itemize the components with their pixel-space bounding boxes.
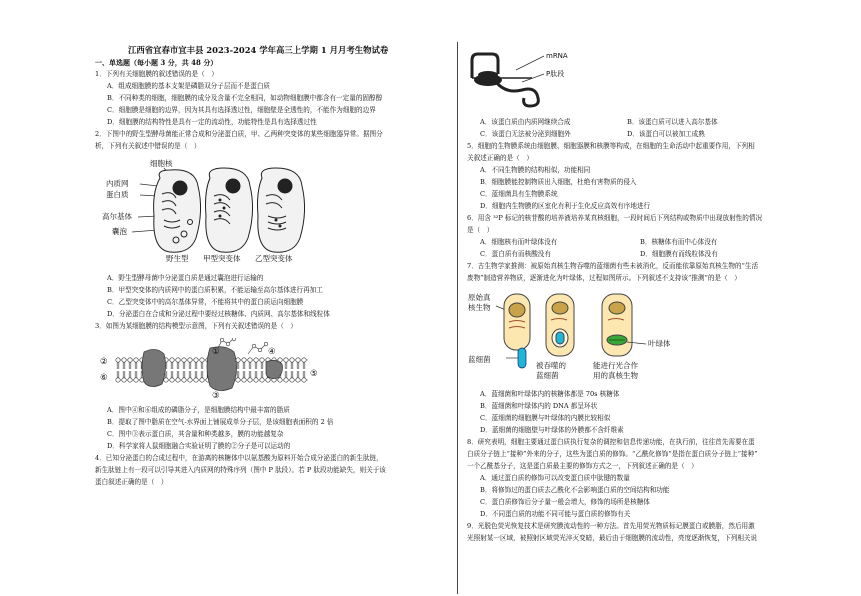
phospholipid-head [284,358,288,362]
phospholipid-tail [171,362,173,369]
q5-option-d: D．细胞内生物膜的区室化有利于生化反应高效有序地进行 [480,202,651,210]
phospholipid-tail [189,371,191,378]
marker-5: ⑤ [310,369,318,379]
phospholipid-head [182,358,186,362]
phospholipid-head [266,378,270,382]
q2-option-b: B．甲型突变体的内质网中的蛋白质积累，不能运输至高尔基体进行再加工 [107,286,323,294]
q9-stem-1: 9．光脱色荧光恢复技术是研究膜流动性的一种方法。首先用荧光物质标记膜蛋白或膜脂，然后用激 [467,522,755,530]
label-p-peptide: P肽段 [546,70,565,78]
phospholipid-tail [243,371,245,378]
phospholipid-head [182,378,186,382]
phospholipid-head [176,378,180,382]
q1-stem: 1．下列有关细胞膜的叙述错误的是（ ） [95,70,218,78]
q2-option-c: C．乙型突变体中的高尔基体异常，不能将其中的蛋白质运向细胞膜 [107,298,304,306]
phospholipid-tail [261,371,263,378]
phospholipid-tail [129,362,131,369]
phospholipid-tail [237,371,239,378]
q4-option-d: D．该蛋白可以被加工成熟 [627,130,705,138]
q6-stem-2: 是（ ） [467,226,494,234]
q4-option-a: A．该蛋白质由内质网继续合成 [480,118,571,126]
phospholipid-head [248,358,252,362]
q1-option-c: C．细胞膜是细胞的边界，因为其具有选择透过性，细胞壁是全透性的，不能作为细胞的边界 [107,106,376,114]
phospholipid-head [260,378,264,382]
q6-option-a: A．细胞核有而叶绿体没有 [480,238,558,246]
q3-option-a: A．图中④和⑥组成的磷脂分子，是细胞膜结构中最丰富的脂质 [107,406,290,414]
caption-wild-type: 野生型 [166,254,189,263]
marker-6: ⑥ [100,373,108,383]
phospholipid-head [116,358,120,362]
phospholipid-head [302,378,306,382]
phospholipid-head [170,378,174,382]
phospholipid-tail [195,371,197,378]
cell-type-b-mutant [258,168,305,252]
q1-option-d: D．细胞膜的结构特性是具有一定的流动性，功能特性是具有选择透过性 [107,118,317,126]
marker-4: ④ [268,347,276,357]
phospholipid-head [122,358,126,362]
phospholipid-tail [201,371,203,378]
phospholipid-head [164,378,168,382]
phospholipid-tail [297,371,299,378]
q6-option-b: B．核糖体有而中心体没有 [640,238,718,246]
cell-type-a-mutant [206,168,253,252]
cell-engulfing [546,294,574,356]
label-engulfed-2: 蓝细菌 [536,371,559,380]
q6-option-c: C．蛋白质有而核酸没有 [480,250,551,258]
q3-stem: 3．如图为某细胞膜的结构模型示意图，下列有关叙述错误的是（ ） [95,322,298,330]
label-photosynthetic-1: 能进行光合作 [593,361,638,370]
phospholipid-tail [183,371,185,378]
phospholipid-head [122,378,126,382]
phospholipid-tail [291,362,293,369]
cell-wild-type [154,170,201,252]
phospholipid-head [254,358,258,362]
phospholipid-head [236,378,240,382]
phospholipid-tail [135,371,137,378]
label-primitive-eukaryote-1: 原始真 [468,293,491,302]
phospholipid-tail [129,371,131,378]
phospholipid-head [176,358,180,362]
q8-option-c: C．蛋白质修饰后分子量一般会增大，修饰的场所是核糖体 [480,498,650,506]
phospholipid-head [194,378,198,382]
section-heading: 一、单选题（每小题 3 分，共 48 分） [95,58,218,67]
phospholipid-head [302,358,306,362]
phospholipid-tail [123,371,125,378]
q1-option-b: B．不同种类的细胞，细胞膜的成分及含量不完全相同，如动物细胞膜中都含有一定量的固醇醇 [107,94,383,102]
phospholipid-tail [171,371,173,378]
q8-stem-3: 一个乙酰基分子，这是蛋白质最主要的修饰方式之一，下列叙述正确的是（ ） [467,462,698,470]
q3-option-c: C．图中③表示蛋白质，其含量和种类越多，膜的功能越复杂 [107,430,284,438]
q5-stem-2: 关叙述正确的是（ ） [467,154,533,162]
phospholipid-tail [255,362,257,369]
phospholipid-head [290,358,294,362]
cyanobacterium [518,348,526,368]
phospholipid-head [200,378,204,382]
q7-option-c: C．蓝细菌的细胞膜与叶绿体的内膜比较相似 [480,414,611,422]
phospholipid-head [278,378,282,382]
marker-3: ③ [212,391,220,400]
phospholipid-tail [177,362,179,369]
figure-endosymbiosis [466,288,696,384]
q5-option-b: B．细胞膜能控制物质出入细胞，杜绝有害物质的侵入 [480,178,637,186]
q2-stem-2: 析，下列有关叙述中错误的是（ ） [95,142,201,150]
figure-mrna-ribosome [466,44,596,110]
q4-option-b: B．该蛋白质可以进入高尔基体 [627,118,718,126]
phospholipid-tail [117,362,119,369]
phospholipid-head [296,378,300,382]
q5-stem-1: 5．细胞的生物膜系统由细胞膜、细胞器膜和核膜等构成，在细胞的生命活动中起重要作用，下列相 [467,142,755,150]
q6-stem-1: 6．用含 ³²P 标记的核苷酸的培养液培养某真核细胞，一段时间后下列结构或物质中出现放射性的情况 [467,214,763,222]
caption-type-b: 乙型突变体 [255,254,293,263]
exam-title: 江西省宜春市宜丰县 2023-2024 学年高三上学期 1 月月考生物试卷 [128,45,389,55]
label-chloroplast: 叶绿体 [648,339,671,348]
q4-stem-3: 蛋白叙述正确的是（ ） [95,478,168,486]
phospholipid-tail [117,371,119,378]
phospholipid-tail [285,371,287,378]
phospholipid-tail [303,371,305,378]
phospholipid-tail [303,362,305,369]
phospholipid-head [200,358,204,362]
phospholipid-head [188,378,192,382]
label-golgi: 高尔基体 [102,212,132,221]
phospholipid-head [170,358,174,362]
label-vesicle: 囊泡 [112,227,127,236]
q2-option-a: A．野生型酵母菌中分泌蛋白质是通过囊泡进行运输的 [107,274,264,282]
cell-primitive-eukaryote [504,294,530,350]
marker-2: ② [100,357,108,367]
phospholipid-tail [291,371,293,378]
q4-option-c: C．该蛋白无法被分泌到细胞外 [480,130,571,138]
q4-stem-1: 4．已知分泌蛋白的合成过程中，在游离的核糖体中以氨基酸为原料开始合成分泌蛋白的新生肽链， [95,454,383,462]
column-divider [457,42,458,594]
phospholipid-tail [261,362,263,369]
label-protein: 蛋白质 [106,190,129,199]
phospholipid-tail [249,362,251,369]
phospholipid-tail [183,362,185,369]
phospholipid-tail [297,362,299,369]
phospholipid-head [134,378,138,382]
phospholipid-tail [135,362,137,369]
q5-option-a: A．不同生物膜的结构相似，功能相同 [480,166,591,174]
q7-option-b: B．蓝细菌和叶绿体内的 DNA 都呈环状 [480,402,598,410]
q7-option-a: A．蓝细菌和叶绿体内的核糖体都是 70s 核糖体 [480,390,620,398]
figure-yeast-cells [100,156,340,264]
phospholipid-head [284,378,288,382]
figure-membrane-model [98,338,328,400]
q6-option-d: D．细胞膜有而线粒体没有 [640,250,718,258]
q4-stem-2: 新生肽链上有一段可以引导其进入内质网的特殊序列（图中 P 肽段）。若 P 肽段功能缺失，则关于该 [95,466,386,474]
label-cyanobacteria: 蓝细菌 [468,355,491,364]
q7-stem-2: 废物”制造营养物质，逐渐进化为叶绿体，过程如图所示。下列叙述不支持该“推测”的是（ ） [467,274,741,282]
phospholipid-head [254,378,258,382]
phospholipid-tail [177,371,179,378]
q1-option-a: A．组成细胞膜的基本支架是磷脂双分子层而不是蛋白质 [107,82,271,90]
phospholipid-head [242,378,246,382]
label-primitive-eukaryote-2: 核生物 [468,303,491,312]
label-engulfed-1: 被吞噬的 [536,361,566,370]
phospholipid-head [248,378,252,382]
label-photosynthetic-2: 用的真核生物 [593,371,638,380]
q5-option-c: C．蓝细菌具有生物膜系统 [480,190,558,198]
phospholipid-head [128,358,132,362]
label-mrna: mRNA [546,52,568,60]
phospholipid-tail [201,362,203,369]
q8-stem-2: 白质分子链上“接种”外来的分子，这些为蛋白质的修饰。“乙酰化修饰”是指在蛋白质分子链上“接种” [467,450,758,458]
phospholipid-tail [285,362,287,369]
phospholipid-head [188,358,192,362]
phospholipid-head [242,358,246,362]
q7-option-d: D．蓝细菌的细胞壁与叶绿体的外膜都不含纤维素 [480,426,624,434]
q3-option-d: D．科学家将人鼠细胞融合实验证明了膜的②分子是可以运动的 [107,442,291,450]
q8-option-b: B．将修饰过的蛋白质去乙酰化不会影响蛋白质的空间结构和功能 [480,486,670,494]
phospholipid-tail [237,362,239,369]
phospholipid-head [290,378,294,382]
phospholipid-head [128,378,132,382]
phospholipid-tail [243,362,245,369]
phospholipid-head [296,358,300,362]
phospholipid-tail [255,371,257,378]
q8-stem-1: 8．研究表明，细胞主要通过蛋白质执行复杂的调控和信息传递功能，在执行前，往往首先需要在蛋 [467,438,755,446]
caption-type-a: 甲型突变体 [203,254,241,263]
q8-option-a: A．通过蛋白质的修饰可以改变蛋白质中肽键的数量 [480,474,630,482]
label-nucleus: 细胞核 [150,159,173,168]
phospholipid-tail [249,371,251,378]
phospholipid-tail [195,362,197,369]
phospholipid-tail [123,362,125,369]
q2-stem-1: 2．下图中的野生型酵母菌能正常合成和分泌蛋白质，甲、乙两种突变体的某些细胞器异常。据图分 [95,130,383,138]
q9-stem-2: 光照射某一区域，被照射区域荧光淬灭变暗，最后由于细胞膜的流动性，亮度逐渐恢复，下列相关说 [467,534,758,542]
phospholipid-tail [189,362,191,369]
q8-option-d: D．不同蛋白质的功能不同可能与蛋白质的修饰有关 [480,510,631,518]
phospholipid-head [116,378,120,382]
cell-photosynthetic-eukaryote [602,294,632,356]
phospholipid-head [260,358,264,362]
q7-stem-1: 7．古生物学家推测：被原始真核生物吞噬的蓝细菌有些未被消化，反而能依靠原始真核生物的“生活 [467,262,759,270]
marker-1: ① [212,347,220,357]
phospholipid-head [134,358,138,362]
q2-option-d: D．分泌蛋白在合成和分泌过程中要经过核糖体、内质网、高尔基体和线粒体 [107,310,330,318]
label-er: 内质网 [106,179,129,188]
q3-option-b: B．提取了图中脂质在空气-水界面上铺展成单分子层，是该细胞表面积的 2 倍 [107,418,334,426]
phospholipid-head [194,358,198,362]
